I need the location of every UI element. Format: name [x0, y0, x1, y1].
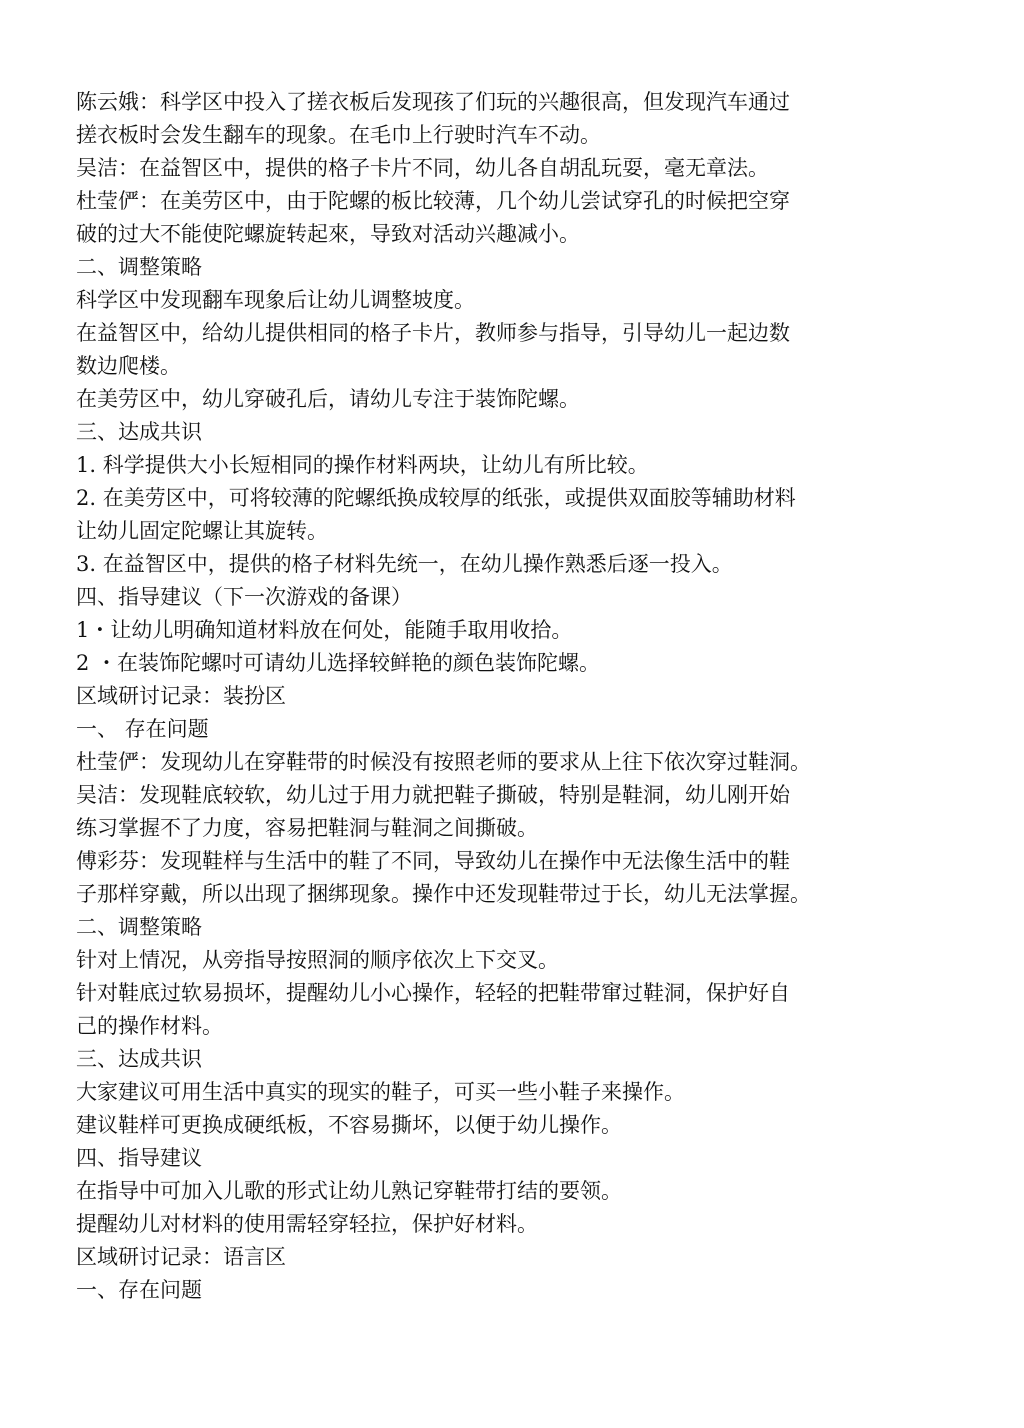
paragraph: [76, 944, 976, 977]
text-line: 3. 在益智区中，提供的格子材料先统一，在幼儿操作熟悉后逐一投入。: [76, 552, 733, 576]
text-line: 己的操作材料。: [76, 1014, 223, 1038]
section-heading: [76, 1274, 976, 1307]
section-heading: [76, 416, 976, 449]
text-line: 提醒幼儿对材料的使用需轻穿轻拉，保护好材料。: [76, 1212, 538, 1236]
text-line: 针对上情况，从旁指导按照洞的顺序依次上下交叉。: [76, 948, 559, 972]
section-heading: [76, 911, 976, 944]
heading-text: 三、达成共识: [76, 420, 202, 444]
text-line: 建议鞋样可更换成硬纸板，不容易撕坏，以便于幼儿操作。: [76, 1113, 622, 1137]
text-line: 2. 在美劳区中，可将较薄的陀螺纸换成较厚的纸张，或提供双面胶等辅助材料: [76, 486, 796, 510]
text-line: 吴洁：发现鞋底较软，幼儿过于用力就把鞋子撕破，特别是鞋洞，幼儿刚开始: [76, 783, 790, 807]
text-line: 1. 科学提供大小长短相同的操作材料两块，让幼儿有所比较。: [76, 453, 649, 477]
paragraph: [76, 1109, 976, 1142]
text-line: 陈云娥：科学区中投入了搓衣板后发现孩了们玩的兴趣很高，但发现汽车通过: [76, 90, 790, 114]
text-line: 针对鞋底过软易损坏，提醒幼儿小心操作，轻轻的把鞋带窜过鞋洞，保护好自: [76, 981, 790, 1005]
paragraph-chen-yune: [76, 86, 976, 152]
heading-text: 一、 存在问题: [76, 717, 209, 741]
heading-text: 二、调整策略: [76, 255, 202, 279]
paragraph: [76, 1208, 976, 1241]
text-line: 杜莹俨：发现幼儿在穿鞋带的时候没有按照老师的要求从上往下依次穿过鞋洞。: [76, 750, 811, 774]
text-line: 数边爬楼。: [76, 354, 181, 378]
text-line: 在美劳区中，幼儿穿破孔后，请幼儿专注于装饰陀螺。: [76, 387, 580, 411]
text-line: 在指导中可加入儿歌的形式让幼儿熟记穿鞋带打结的要领。: [76, 1179, 622, 1203]
text-line: 吴洁：在益智区中，提供的格子卡片不同，幼儿各自胡乱玩耍，毫无章法。: [76, 156, 769, 180]
section-heading: [76, 581, 976, 614]
text-line: 1・让幼儿明确知道材料放在何处，能随手取用收拾。: [76, 618, 573, 642]
paragraph: [76, 284, 976, 317]
text-line: 搓衣板时会发生翻车的现象。在毛巾上行驶时汽车不动。: [76, 123, 601, 147]
record-title: [76, 1241, 976, 1274]
paragraph: [76, 779, 976, 845]
section-heading: [76, 251, 976, 284]
text-line: 2 ・在装饰陀螺吋可请幼儿选择较鲜艳的颜色装饰陀螺。: [76, 651, 601, 675]
paragraph-du-yingyan: [76, 185, 976, 251]
list-item: [76, 647, 976, 680]
text-line: 傅彩芬：发现鞋样与生活中的鞋了不同，导致幼儿在操作中无法像生活中的鞋: [76, 849, 790, 873]
paragraph: [76, 383, 976, 416]
document-page: [76, 86, 976, 1307]
text-line: 在益智区中，给幼儿提供相同的格子卡片，教师参与指导，引导幼儿一起边数: [76, 321, 790, 345]
heading-text: 四、指导建议（下一次游戏的备课）: [76, 585, 412, 609]
paragraph: [76, 977, 976, 1043]
heading-text: 二、调整策略: [76, 915, 202, 939]
text-line: 杜莹俨：在美劳区中，由于陀螺的板比较薄，几个幼儿尝试穿孔的时候把空穿: [76, 189, 790, 213]
heading-text: 三、达成共识: [76, 1047, 202, 1071]
list-item: [76, 614, 976, 647]
heading-text: 四、指导建议: [76, 1146, 202, 1170]
list-item: [76, 548, 976, 581]
text-line: 练习掌握不了力度，容易把鞋洞与鞋洞之间撕破。: [76, 816, 538, 840]
section-heading: [76, 1142, 976, 1175]
section-heading: [76, 1043, 976, 1076]
heading-text: 区域研讨记录：装扮区: [76, 684, 286, 708]
list-item: [76, 449, 976, 482]
text-line: 让幼儿固定陀螺让其旋转。: [76, 519, 328, 543]
paragraph: [76, 317, 976, 383]
paragraph: [76, 746, 976, 779]
text-line: 破的过大不能使陀螺旋转起來，导致对活动兴趣减小。: [76, 222, 580, 246]
text-line: 科学区中发现翻车现象后让幼儿调整坡度。: [76, 288, 475, 312]
heading-text: 区域研讨记录：语言区: [76, 1245, 286, 1269]
paragraph-wu-jie: [76, 152, 976, 185]
list-item: [76, 482, 976, 548]
paragraph: [76, 845, 976, 911]
text-line: 子那样穿戴，所以出现了捆绑现象。操作中还发现鞋带过于长，幼儿无法掌握。: [76, 882, 811, 906]
paragraph: [76, 1076, 976, 1109]
section-heading: [76, 713, 976, 746]
text-line: 大家建议可用生活中真实的现实的鞋子，可买一些小鞋子来操作。: [76, 1080, 685, 1104]
record-title: [76, 680, 976, 713]
heading-text: 一、存在问题: [76, 1278, 202, 1302]
paragraph: [76, 1175, 976, 1208]
